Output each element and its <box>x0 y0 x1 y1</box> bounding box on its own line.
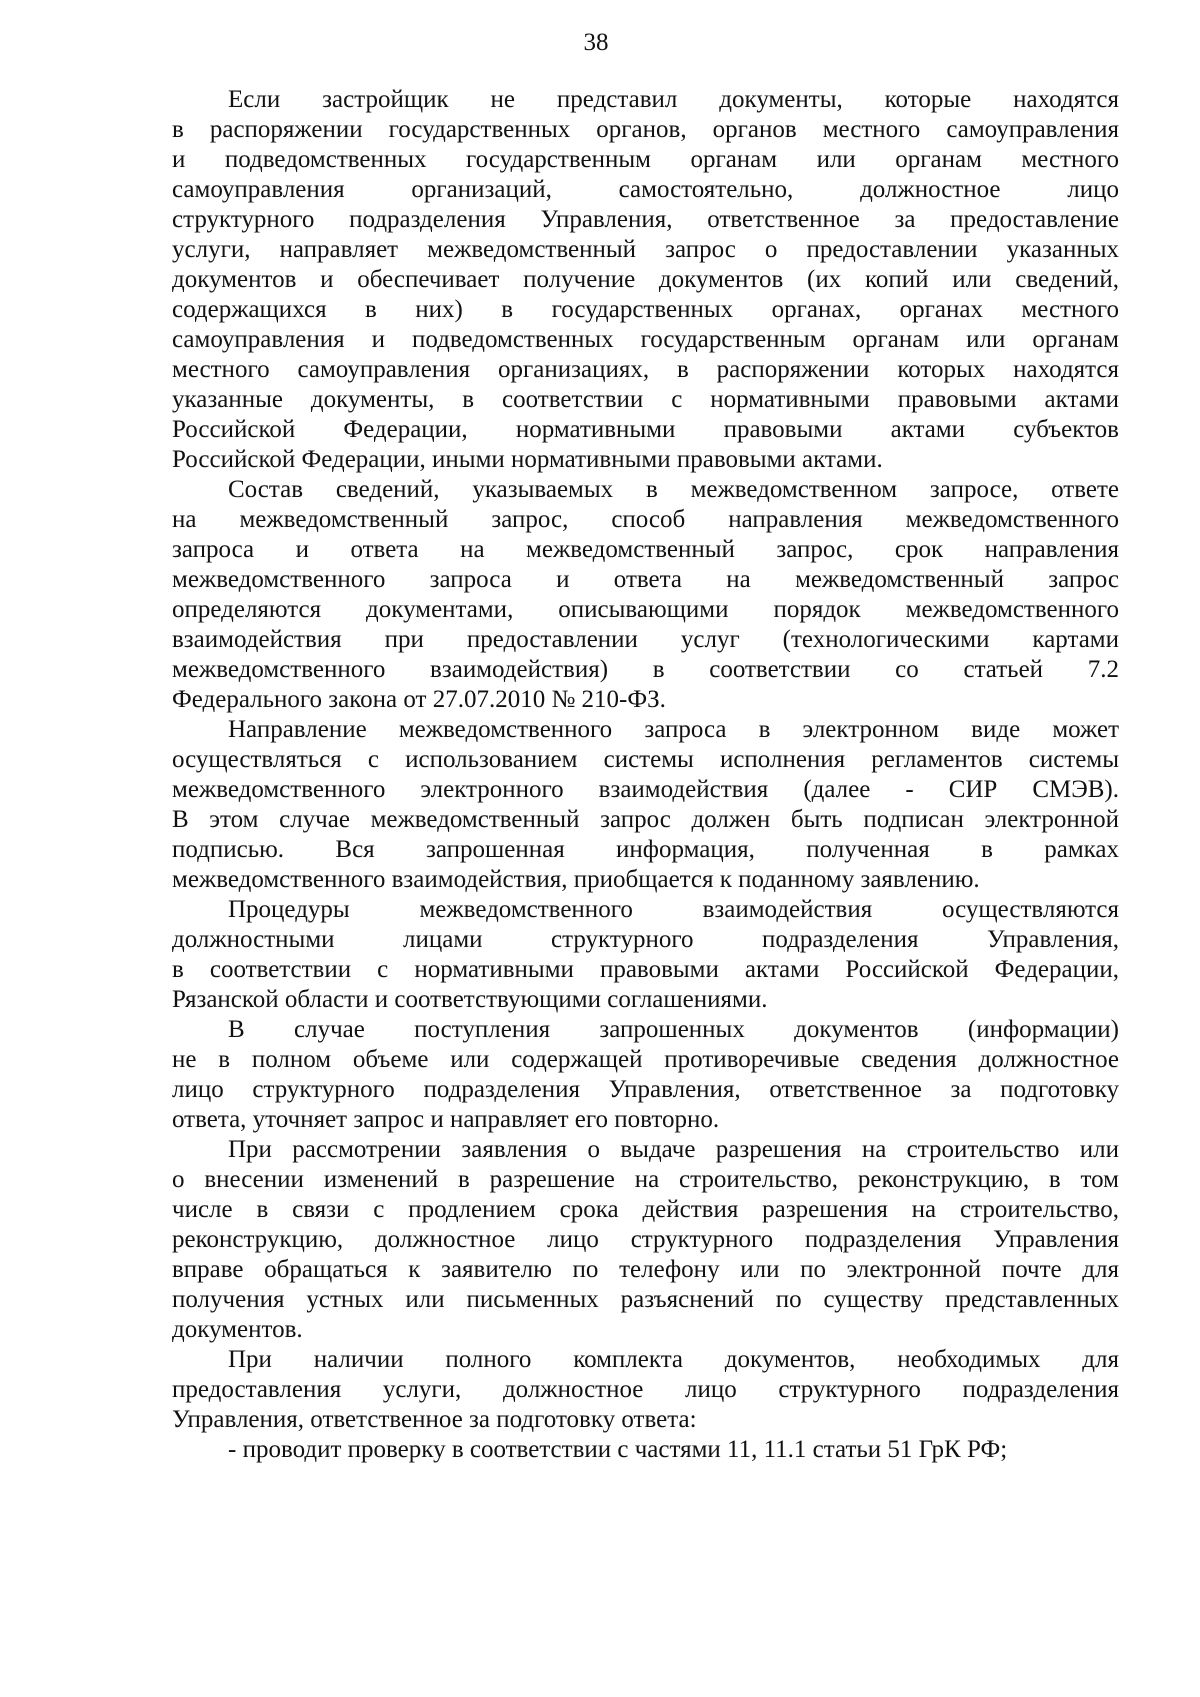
text-line: получения устных или письменных разъяснений по существу представленных <box>172 1286 1119 1313</box>
paragraph <box>172 85 1119 475</box>
page-number: 38 <box>583 29 609 56</box>
text-line: Если застройщик не представил документы, которые находятся <box>228 86 1119 113</box>
text-line: Российской Федерации, нормативными правовыми актами субъектов <box>172 416 1119 443</box>
text-line: местного самоуправления организациях, в распоряжении которых находятся <box>172 356 1119 383</box>
paragraph <box>172 1015 1119 1135</box>
text-line: содержащихся в них) в государственных органах, органах местного <box>172 296 1119 323</box>
text-line: определяются документами, описывающими порядок межведомственного <box>172 596 1119 623</box>
paragraph <box>172 715 1119 895</box>
text-line: При наличии полного комплекта документов, необходимых для <box>228 1346 1119 1373</box>
text-line: В этом случае межведомственный запрос должен быть подписан электронной <box>172 806 1119 833</box>
text-line: не в полном объеме или содержащей противоречивые сведения должностное <box>172 1046 1119 1073</box>
text-line: вправе обращаться к заявителю по телефону или по электронной почте для <box>172 1256 1119 1283</box>
text-line: Состав сведений, указываемых в межведомственном запросе, ответе <box>228 476 1119 503</box>
text-line: межведомственного электронного взаимодействия (далее - СИР СМЭВ). <box>172 776 1119 803</box>
text-line: В случае поступления запрошенных документов (информации) <box>228 1016 1119 1043</box>
text-line: документов и обеспечивает получение документов (их копий или сведений, <box>172 266 1119 293</box>
text-line: Российской Федерации, иными нормативными правовыми актами. <box>172 446 883 473</box>
text-line: При рассмотрении заявления о выдаче разрешения на строительство или <box>228 1136 1119 1163</box>
text-line: числе в связи с продлением срока действия разрешения на строительство, <box>172 1196 1119 1223</box>
text-line: лицо структурного подразделения Управления, ответственное за подготовку <box>172 1076 1119 1103</box>
text-line: Процедуры межведомственного взаимодействия осуществляются <box>228 896 1119 923</box>
text-line: межведомственного взаимодействия, приобщается к поданному заявлению. <box>172 866 980 893</box>
text-line: должностными лицами структурного подразделения Управления, <box>172 926 1119 953</box>
paragraph <box>172 1135 1119 1345</box>
paragraph <box>172 895 1119 1015</box>
text-line: Рязанской области и соответствующими соглашениями. <box>172 986 768 1013</box>
text-line: самоуправления и подведомственных государственным органам или органам <box>172 326 1119 353</box>
text-line: и подведомственных государственным органам или органам местного <box>172 146 1119 173</box>
text-line: межведомственного взаимодействия) в соответствии со статьей 7.2 <box>172 656 1119 683</box>
text-line: указанные документы, в соответствии с нормативными правовыми актами <box>172 386 1119 413</box>
paragraph <box>172 1345 1119 1435</box>
text-line: взаимодействия при предоставлении услуг (технологическими картами <box>172 626 1119 653</box>
document-body <box>172 85 1119 1465</box>
paragraph <box>172 1435 1119 1465</box>
text-line: подписью. Вся запрошенная информация, полученная в рамках <box>172 836 1119 863</box>
text-line: в соответствии с нормативными правовыми актами Российской Федерации, <box>172 956 1119 983</box>
text-line: - проводит проверку в соответствии с частями 11, 11.1 статьи 51 ГрК РФ; <box>228 1436 1008 1463</box>
text-line: реконструкцию, должностное лицо структурного подразделения Управления <box>172 1226 1119 1253</box>
text-line: Федерального закона от 27.07.2010 № 210-ФЗ. <box>172 686 666 713</box>
text-line: о внесении изменений в разрешение на строительство, реконструкцию, в том <box>172 1166 1119 1193</box>
text-line: Управления, ответственное за подготовку ответа: <box>172 1406 697 1433</box>
text-line: документов. <box>172 1316 303 1343</box>
paragraph <box>172 475 1119 715</box>
text-line: Направление межведомственного запроса в электронном виде может <box>228 716 1119 743</box>
text-line: структурного подразделения Управления, ответственное за предоставление <box>172 206 1119 233</box>
text-line: на межведомственный запрос, способ направления межведомственного <box>172 506 1119 533</box>
text-line: запроса и ответа на межведомственный запрос, срок направления <box>172 536 1119 563</box>
text-line: осуществляться с использованием системы исполнения регламентов системы <box>172 746 1119 773</box>
text-line: межведомственного запроса и ответа на межведомственный запрос <box>172 566 1119 593</box>
text-line: услуги, направляет межведомственный запрос о предоставлении указанных <box>172 236 1119 263</box>
text-line: в распоряжении государственных органов, органов местного самоуправления <box>172 116 1119 143</box>
text-line: ответа, уточняет запрос и направляет его повторно. <box>172 1106 720 1133</box>
text-line: предоставления услуги, должностное лицо структурного подразделения <box>172 1376 1119 1403</box>
text-line: самоуправления организаций, самостоятельно, должностное лицо <box>172 176 1119 203</box>
